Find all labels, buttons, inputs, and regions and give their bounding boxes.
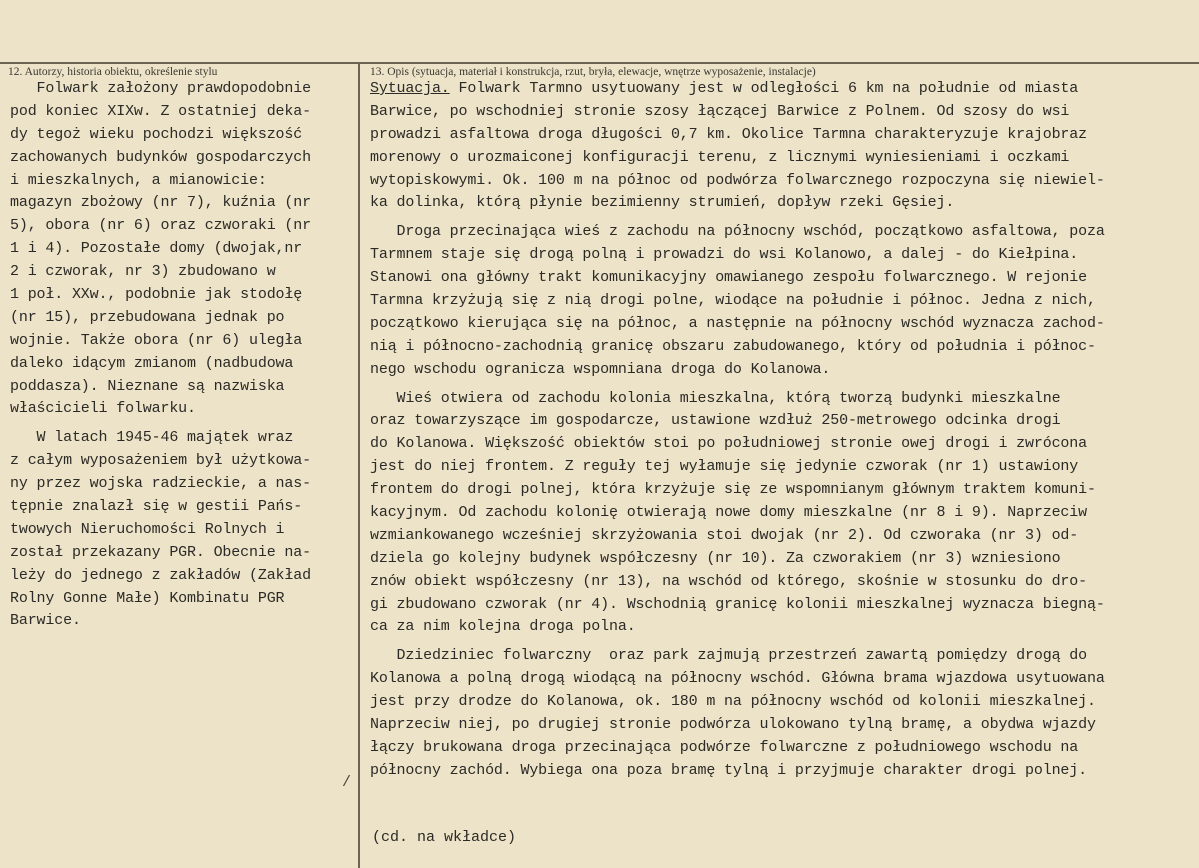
text-line: ca za nim kolejna droga polna.	[370, 618, 636, 636]
text-line: z całym wyposażeniem był użytkowa-	[10, 452, 311, 470]
text-line: jest przy drodze do Kolanowa, ok. 180 m na północny wschód od kolonii mieszkalnej.	[370, 693, 1096, 711]
text-line: oraz towarzyszące im gospodarcze, ustawione wzdłuż 250-metrowego odcinka drogi	[370, 412, 1061, 430]
text-line: magazyn zbożowy (nr 7), kuźnia (nr	[10, 194, 311, 212]
description-paragraph	[370, 388, 1196, 640]
text-line: prowadzi asfaltowa droga długości 0,7 km. Okolice Tarmna charakteryzuje krajobraz	[370, 125, 1087, 143]
text-line-rest: Folwark Tarmno usytuowany jest w odległości 6 km na południe od miasta	[449, 80, 1079, 97]
text-line: do Kolanowa. Większość obiektów stoi po południowej stronie owej drogi i zwrócona	[370, 435, 1087, 453]
text-line: Kolanowa a polną drogą wiodącą na północny wschód. Główna brama wjazdowa usytuowana	[370, 670, 1105, 688]
text-line: Stanowi ona główny trakt komunikacyjny omawianego zespołu folwarcznego. W rejonie	[370, 269, 1087, 287]
history-paragraph	[10, 427, 355, 633]
text-line: 5), obora (nr 6) oraz czworaki (nr	[10, 217, 311, 235]
continuation-note: (cd. na wkładce)	[372, 829, 517, 846]
column-divider	[358, 62, 360, 868]
right-column-header: 13. Opis (sytuacja, materiał i konstrukcja, rzut, bryła, elewacje, wnętrze wyposażenie, instalacje)	[370, 66, 816, 78]
top-rule	[0, 62, 1199, 64]
text-line: początkowo kierująca się na północ, a następnie na północny wschód wyznacza zachod-	[370, 314, 1105, 332]
text-line: 2 i czworak, nr 3) zbudowano w	[10, 263, 276, 281]
text-line: leży do jednego z zakładów (Zakład	[10, 566, 311, 584]
description-paragraph	[370, 645, 1196, 782]
text-line: Rolny Gonne Małe) Kombinatu PGR	[10, 589, 285, 607]
text-line: twowych Nieruchomości Rolnych i	[10, 520, 285, 538]
text-line: pod koniec XIXw. Z ostatniej deka-	[10, 102, 311, 120]
text-line: wojnie. Także obora (nr 6) uległa	[10, 331, 303, 349]
text-line: tępnie znalazł się w gestii Pańs-	[10, 498, 303, 516]
text-line: dy tegoż wieku pochodzi większość	[10, 125, 303, 143]
text-line: Tarmnem staje się drogą polną i prowadzi do wsi Kolanowo, a dalej - do Kiełpina.	[370, 246, 1079, 264]
text-line: kacyjnym. Od zachodu kolonię otwierają nowe domy mieszkalne (nr 8 i 9). Naprzeciw	[370, 504, 1087, 522]
text-line: gi zbudowano czworak (nr 4). Wschodnią granicę kolonii mieszkalnej wyznacza biegną-	[370, 595, 1105, 613]
text-line: daleko idącym zmianom (nadbudowa	[10, 354, 294, 372]
history-paragraph	[10, 78, 355, 421]
description-paragraph	[370, 221, 1196, 381]
text-line: ny przez wojska radzieckie, a nas-	[10, 475, 311, 493]
text-line: 1 i 4). Pozostałe domy (dwojak,nr	[10, 240, 303, 258]
text-line: wytopiskowymi. Ok. 100 m na północ od podwórza folwarcznego rozpoczyna się niewiel-	[370, 171, 1105, 189]
text-line: nią i północno-zachodnią granicę obszaru zabudowanego, który od południa i północ-	[370, 337, 1096, 355]
text-line: Barwice, po wschodniej stronie szosy łączącej Barwice z Polnem. Od szosy do wsi	[370, 102, 1070, 120]
text-line: właścicieli folwarku.	[10, 400, 196, 418]
text-line: i mieszkalnych, a mianowicie:	[10, 171, 267, 189]
text-line: 1 poł. XXw., podobnie jak stodołę	[10, 286, 303, 304]
text-line: Folwark założony prawdopodobnie	[10, 80, 311, 97]
text-line: dziela go kolejny budynek współczesny (nr 10). Za czworakiem (nr 3) wzniesiono	[370, 549, 1061, 567]
text-line: Tarmna krzyżują się z nią drogi polne, wiodące na południe i północ. Jedna z nich,	[370, 292, 1096, 310]
text-line: Wieś otwiera od zachodu kolonia mieszkalna, którą tworzą budynki mieszkalne	[370, 389, 1061, 407]
text-line: poddasza). Nieznane są nazwiska	[10, 377, 285, 395]
text-line	[370, 78, 1196, 101]
text-line: ka dolinka, którą płynie bezimienny strumień, dopływ rzeki Gęsiej.	[370, 194, 955, 212]
text-line: znów obiekt współczesny (nr 13), na wschód od którego, skośnie w stosunku do dro-	[370, 572, 1087, 590]
text-line: północny zachód. Wybiega ona poza bramę tylną i przyjmuje charakter drogi polnej.	[370, 761, 1087, 779]
text-line: wzmiankowanego wcześniej skrzyżowania stoi dwojak (nr 2). Od czworaka (nr 3) od-	[370, 526, 1079, 544]
text-line: Barwice.	[10, 612, 81, 630]
section-label: Sytuacja.	[370, 80, 450, 97]
text-line: został przekazany PGR. Obecnie na-	[10, 543, 311, 561]
text-line: frontem do drogi polnej, która krzyżuje się ze wspomnianym głównym traktem komuni-	[370, 481, 1096, 499]
text-line: nego wschodu ogranicza wspomniana droga do Kolanowa.	[370, 360, 831, 378]
text-line: morenowy o urozmaiconej konfiguracji terenu, z licznymi wyniesieniami i oczkami	[370, 148, 1070, 166]
left-column-header: 12. Autorzy, historia obiektu, określenie stylu	[8, 66, 218, 78]
text-line: łączy brukowana droga przecinająca podwórze folwarczne z południowego wschodu na	[370, 738, 1079, 756]
text-line: jest do niej frontem. Z reguły tej wyłamuje się jedynie czworak (nr 1) ustawiony	[370, 458, 1079, 476]
margin-mark: /	[342, 774, 352, 791]
right-column-text	[370, 78, 1196, 789]
text-line: Droga przecinająca wieś z zachodu na północny wschód, początkowo asfaltowa, poza	[370, 223, 1105, 241]
description-paragraph	[370, 78, 1196, 215]
text-line: W latach 1945-46 majątek wraz	[10, 429, 294, 447]
left-column-text	[10, 78, 355, 639]
text-line: Naprzeciw niej, po drugiej stronie podwórza ulokowano tylną bramę, a obydwa wjazdy	[370, 716, 1096, 734]
text-line: Dziedziniec folwarczny oraz park zajmują przestrzeń zawartą pomiędzy drogą do	[370, 647, 1087, 665]
text-line: zachowanych budynków gospodarczych	[10, 148, 311, 166]
text-line: (nr 15), przebudowana jednak po	[10, 308, 285, 326]
